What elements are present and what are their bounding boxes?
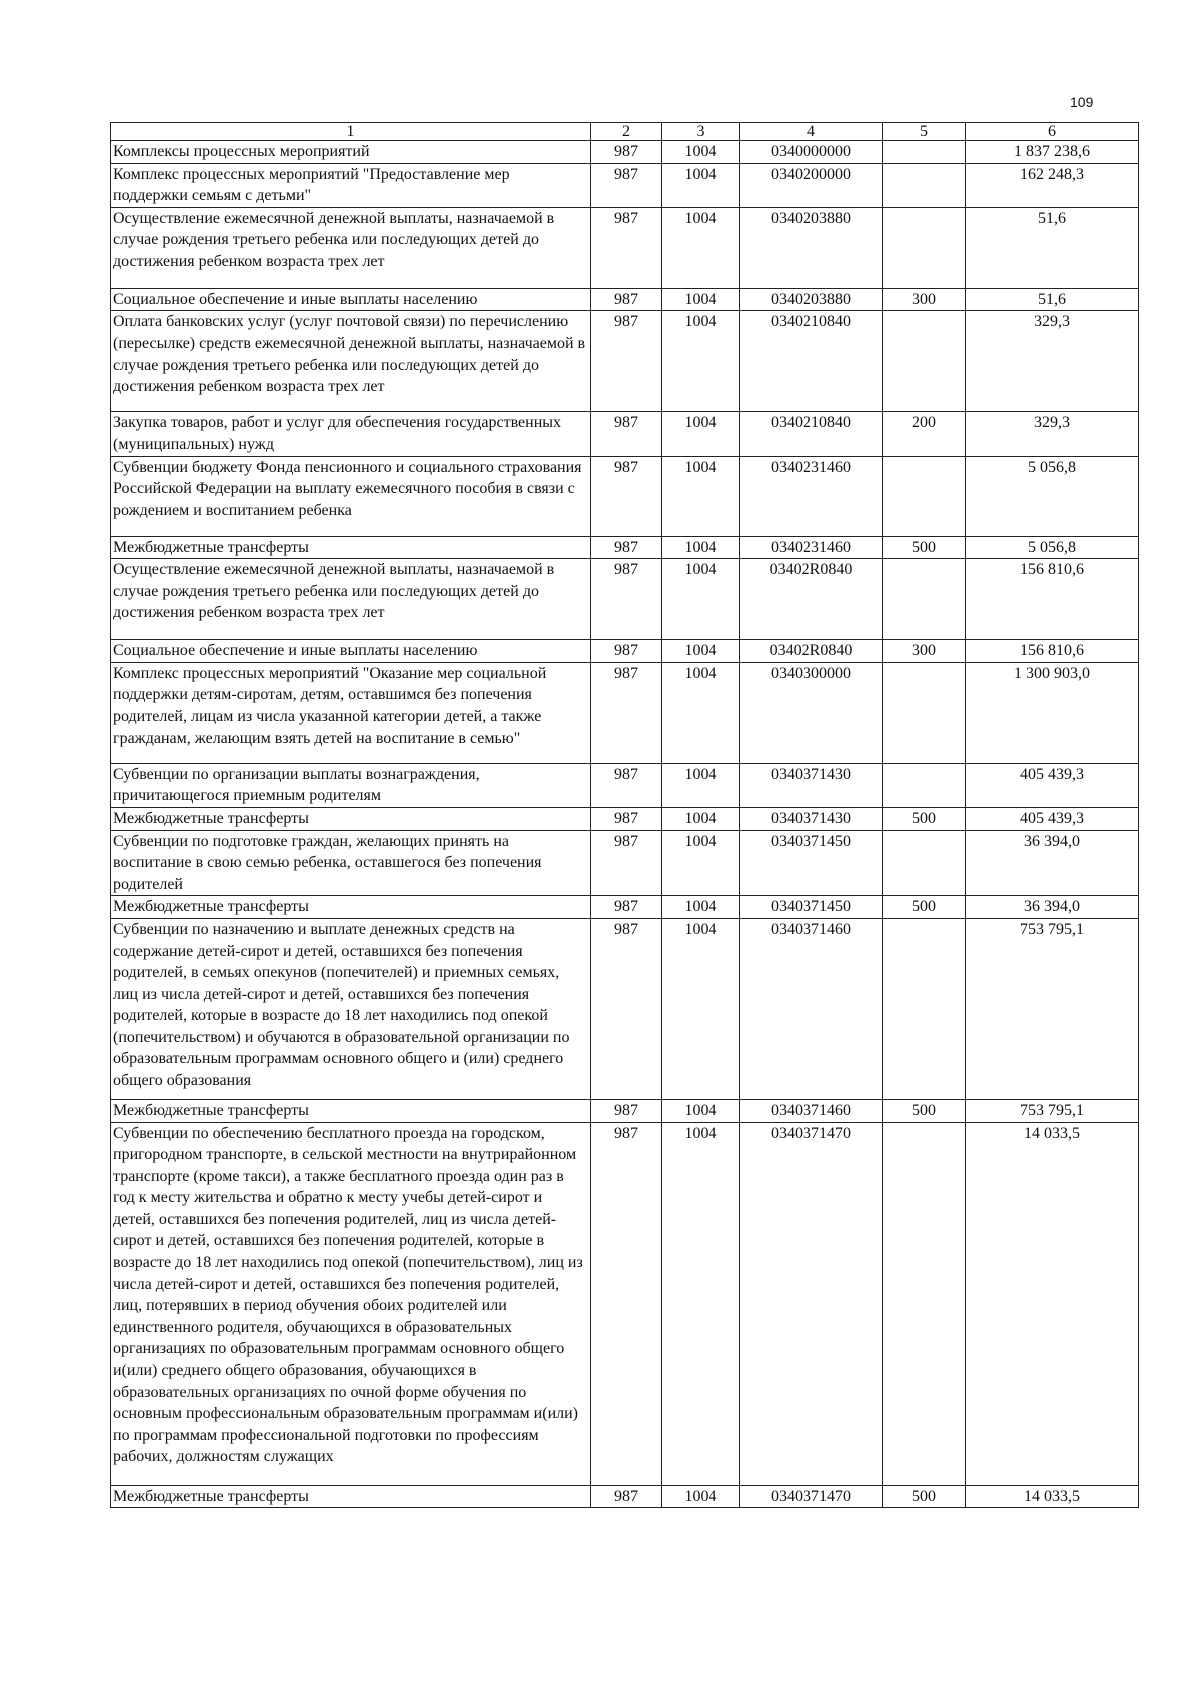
row-name-cell: Осуществление ежемесячной денежной выплаты, назначаемой в случае рождения третьего ребенка или последующих детей до достижения ребенком возраста трех лет [111, 207, 591, 288]
row-code-cell: 987 [591, 1122, 662, 1485]
table-row [111, 1122, 1139, 1485]
row-code-cell: 987 [591, 141, 662, 164]
row-name-cell: Комплексы процессных мероприятий [111, 141, 591, 164]
row-amount-cell: 5 056,8 [966, 456, 1139, 536]
row-code-cell: 03402R0840 [740, 559, 883, 640]
row-code-cell: 987 [591, 559, 662, 640]
row-code-cell: 1004 [662, 311, 740, 412]
row-amount-cell: 162 248,3 [966, 163, 1139, 207]
row-code-cell: 500 [883, 536, 966, 559]
table-row [111, 311, 1139, 412]
row-name-cell: Субвенции по подготовке граждан, желающих принять на воспитание в свою семью ребенка, оставшегося без попечения родителей [111, 830, 591, 896]
row-name-cell: Межбюджетные трансферты [111, 536, 591, 559]
row-code-cell: 987 [591, 456, 662, 536]
column-header: 2 [591, 123, 662, 141]
row-code-cell [883, 1122, 966, 1485]
table-row [111, 807, 1139, 830]
row-name-cell: Осуществление ежемесячной денежной выплаты, назначаемой в случае рождения третьего ребенка или последующих детей до достижения ребенком возраста трех лет [111, 559, 591, 640]
table-row [111, 141, 1139, 164]
row-code-cell: 1004 [662, 640, 740, 663]
column-header: 4 [740, 123, 883, 141]
row-code-cell: 987 [591, 662, 662, 763]
table-row [111, 896, 1139, 919]
row-code-cell: 1004 [662, 807, 740, 830]
row-code-cell: 0340203880 [740, 207, 883, 288]
row-code-cell: 0340371430 [740, 807, 883, 830]
row-code-cell: 987 [591, 807, 662, 830]
row-code-cell [883, 456, 966, 536]
row-code-cell [883, 763, 966, 807]
row-code-cell: 987 [591, 1099, 662, 1122]
row-code-cell: 0340200000 [740, 163, 883, 207]
row-code-cell: 1004 [662, 288, 740, 311]
row-code-cell: 1004 [662, 763, 740, 807]
row-code-cell: 0340231460 [740, 536, 883, 559]
table-row [111, 412, 1139, 456]
row-code-cell: 987 [591, 918, 662, 1099]
row-code-cell: 0340000000 [740, 141, 883, 164]
row-code-cell: 0340371460 [740, 918, 883, 1099]
row-amount-cell: 5 056,8 [966, 536, 1139, 559]
row-code-cell: 300 [883, 288, 966, 311]
row-code-cell: 0340371470 [740, 1485, 883, 1508]
row-code-cell: 0340300000 [740, 662, 883, 763]
row-code-cell: 1004 [662, 163, 740, 207]
row-code-cell: 987 [591, 207, 662, 288]
row-amount-cell: 51,6 [966, 207, 1139, 288]
row-code-cell: 0340371430 [740, 763, 883, 807]
row-amount-cell: 156 810,6 [966, 640, 1139, 663]
row-code-cell: 500 [883, 807, 966, 830]
row-code-cell [883, 163, 966, 207]
row-name-cell: Оплата банковских услуг (услуг почтовой связи) по перечислению (пересылке) средств ежемесячной денежной выплаты, назначаемой в случае рождения третьего ребенка или последующих детей до достижения ребенком возраста трех лет [111, 311, 591, 412]
row-code-cell: 1004 [662, 1099, 740, 1122]
table-row [111, 559, 1139, 640]
row-name-cell: Межбюджетные трансферты [111, 1099, 591, 1122]
row-code-cell: 987 [591, 830, 662, 896]
row-code-cell: 1004 [662, 830, 740, 896]
budget-table [110, 122, 1139, 1508]
table-row [111, 640, 1139, 663]
row-code-cell: 1004 [662, 412, 740, 456]
row-code-cell: 1004 [662, 536, 740, 559]
row-code-cell: 500 [883, 896, 966, 919]
row-amount-cell: 405 439,3 [966, 763, 1139, 807]
row-code-cell [883, 141, 966, 164]
row-name-cell: Комплекс процессных мероприятий "Предоставление мер поддержки семьям с детьми" [111, 163, 591, 207]
row-code-cell: 1004 [662, 1122, 740, 1485]
row-code-cell: 987 [591, 640, 662, 663]
row-name-cell: Закупка товаров, работ и услуг для обеспечения государственных (муниципальных) нужд [111, 412, 591, 456]
row-code-cell: 1004 [662, 141, 740, 164]
row-amount-cell: 156 810,6 [966, 559, 1139, 640]
row-name-cell: Социальное обеспечение и иные выплаты населению [111, 288, 591, 311]
table-row [111, 163, 1139, 207]
row-code-cell: 1004 [662, 207, 740, 288]
table-row [111, 662, 1139, 763]
row-code-cell: 0340231460 [740, 456, 883, 536]
row-code-cell [883, 918, 966, 1099]
row-code-cell [883, 830, 966, 896]
row-code-cell: 300 [883, 640, 966, 663]
row-name-cell: Субвенции по назначению и выплате денежных средств на содержание детей-сирот и детей, оставшихся без попечения родителей, в семьях опекунов (попечителей) и приемных семьях, лиц из числа детей-сирот и детей, оставшихся без попечения родителей, которые в возрасте до 18 лет находились под опекой (попечительством) и обучаются в образовательной организации по образовательным программам основного общего и (или) среднего общего образования [111, 918, 591, 1099]
column-header: 3 [662, 123, 740, 141]
row-code-cell: 0340371460 [740, 1099, 883, 1122]
row-name-cell: Субвенции по организации выплаты вознаграждения, причитающегося приемным родителям [111, 763, 591, 807]
row-code-cell: 1004 [662, 896, 740, 919]
row-name-cell: Межбюджетные трансферты [111, 896, 591, 919]
row-code-cell: 987 [591, 163, 662, 207]
row-code-cell: 0340203880 [740, 288, 883, 311]
row-code-cell: 1004 [662, 456, 740, 536]
row-code-cell [883, 207, 966, 288]
row-amount-cell: 329,3 [966, 311, 1139, 412]
table-row [111, 288, 1139, 311]
table-row [111, 763, 1139, 807]
row-code-cell: 987 [591, 288, 662, 311]
row-code-cell: 1004 [662, 662, 740, 763]
row-code-cell: 0340371470 [740, 1122, 883, 1485]
table-row [111, 918, 1139, 1099]
row-amount-cell: 1 300 903,0 [966, 662, 1139, 763]
row-code-cell: 200 [883, 412, 966, 456]
row-amount-cell: 51,6 [966, 288, 1139, 311]
row-code-cell: 500 [883, 1099, 966, 1122]
page-number: 109 [1070, 94, 1094, 110]
row-code-cell [883, 311, 966, 412]
table-header-row [111, 123, 1139, 141]
column-header: 6 [966, 123, 1139, 141]
row-amount-cell: 36 394,0 [966, 830, 1139, 896]
row-code-cell: 987 [591, 412, 662, 456]
table-row [111, 830, 1139, 896]
row-code-cell: 987 [591, 311, 662, 412]
row-amount-cell: 753 795,1 [966, 918, 1139, 1099]
row-code-cell: 987 [591, 536, 662, 559]
row-code-cell [883, 662, 966, 763]
row-name-cell: Комплекс процессных мероприятий "Оказание мер социальной поддержки детям-сиротам, детям, оставшимся без попечения родителей, лицам из числа указанной категории детей, а также гражданам, желающим взять детей на воспитание в семью" [111, 662, 591, 763]
table-row [111, 1099, 1139, 1122]
row-code-cell: 0340371450 [740, 830, 883, 896]
row-amount-cell: 14 033,5 [966, 1485, 1139, 1508]
row-code-cell: 0340371450 [740, 896, 883, 919]
row-code-cell: 987 [591, 763, 662, 807]
table-row [111, 207, 1139, 288]
row-amount-cell: 753 795,1 [966, 1099, 1139, 1122]
row-code-cell: 987 [591, 1485, 662, 1508]
row-amount-cell: 329,3 [966, 412, 1139, 456]
table-row [111, 536, 1139, 559]
table-row [111, 1485, 1139, 1508]
row-name-cell: Субвенции по обеспечению бесплатного проезда на городском, пригородном транспорте, в сельской местности на внутрирайонном транспорте (кроме такси), а также бесплатного проезда один раз в год к месту жительства и обратно к месту учебы детей-сирот и детей, оставшихся без попечения родителей, лиц из числа детей-сирот и детей, оставшихся без попечения родителей, которые в возрасте до 18 лет находились под опекой (попечительством), лиц из числа детей-сирот и детей, оставшихся без попечения родителей, лиц, потерявших в период обучения обоих родителей или единственного родителя, обучающихся в образовательных организациях по образовательным программам основного общего и(или) среднего общего образования, обучающихся в образовательных организациях по очной форме обучения по основным профессиональным образовательным программам и(или) по программам профессиональной подготовки по профессиям рабочих, должностям служащих [111, 1122, 591, 1485]
row-code-cell: 1004 [662, 1485, 740, 1508]
budget-table-body [111, 123, 1139, 1508]
table-row [111, 456, 1139, 536]
row-name-cell: Межбюджетные трансферты [111, 1485, 591, 1508]
row-code-cell: 03402R0840 [740, 640, 883, 663]
row-name-cell: Субвенции бюджету Фонда пенсионного и социального страхования Российской Федерации на выплату ежемесячного пособия в связи с рождением и воспитанием ребенка [111, 456, 591, 536]
row-amount-cell: 14 033,5 [966, 1122, 1139, 1485]
row-code-cell: 987 [591, 896, 662, 919]
row-amount-cell: 405 439,3 [966, 807, 1139, 830]
row-code-cell [883, 559, 966, 640]
row-amount-cell: 36 394,0 [966, 896, 1139, 919]
row-name-cell: Межбюджетные трансферты [111, 807, 591, 830]
row-code-cell: 1004 [662, 918, 740, 1099]
row-code-cell: 0340210840 [740, 412, 883, 456]
row-code-cell: 0340210840 [740, 311, 883, 412]
row-code-cell: 500 [883, 1485, 966, 1508]
row-code-cell: 1004 [662, 559, 740, 640]
row-amount-cell: 1 837 238,6 [966, 141, 1139, 164]
column-header: 1 [111, 123, 591, 141]
row-name-cell: Социальное обеспечение и иные выплаты населению [111, 640, 591, 663]
column-header: 5 [883, 123, 966, 141]
